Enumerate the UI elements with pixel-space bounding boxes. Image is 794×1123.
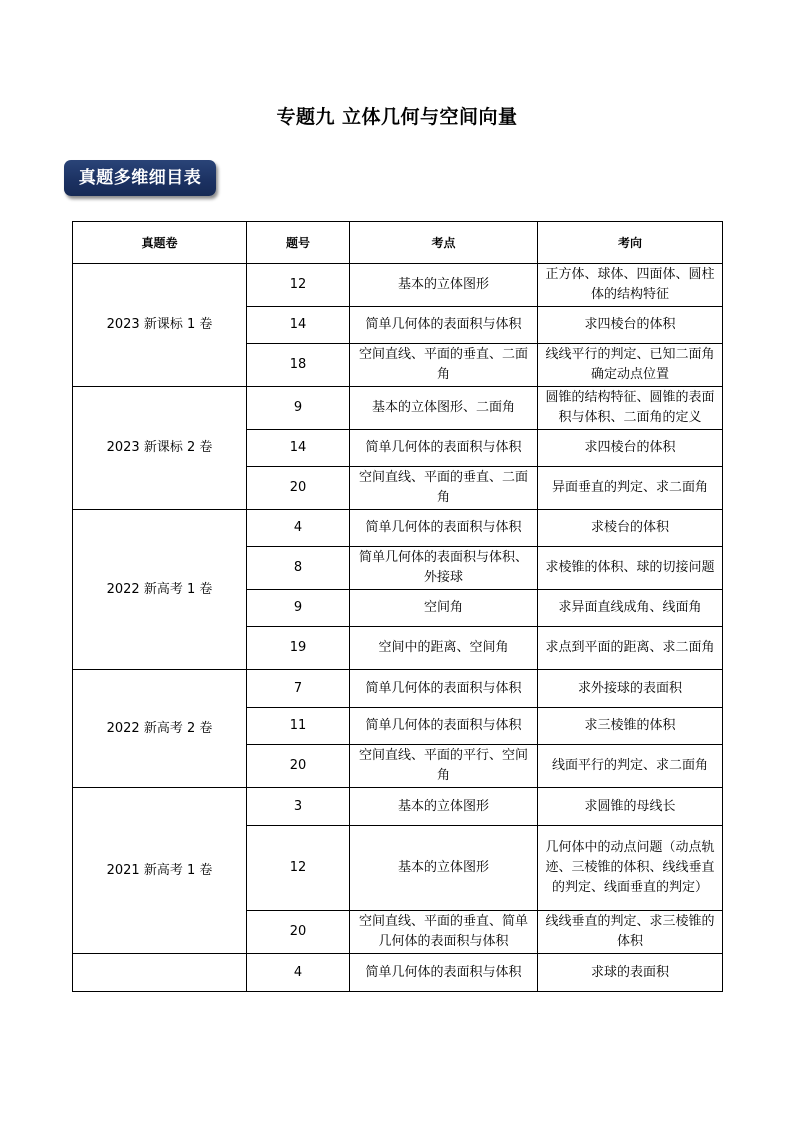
exam-direction: 求棱台的体积 xyxy=(538,510,723,547)
exam-point: 基本的立体图形 xyxy=(350,826,538,911)
question-number: 20 xyxy=(247,745,350,788)
question-number: 8 xyxy=(247,547,350,590)
header-point: 考点 xyxy=(350,222,538,264)
paper-cell: 2023 新课标 1 卷 xyxy=(73,264,247,387)
question-number: 7 xyxy=(247,670,350,708)
question-number: 12 xyxy=(247,826,350,911)
exam-point: 简单几何体的表面积与体积 xyxy=(350,954,538,992)
question-number: 4 xyxy=(247,954,350,992)
question-number: 14 xyxy=(247,307,350,344)
exam-point: 空间直线、平面的垂直、二面角 xyxy=(350,467,538,510)
question-number: 20 xyxy=(247,911,350,954)
exam-direction: 求四棱台的体积 xyxy=(538,307,723,344)
exam-point: 简单几何体的表面积与体积 xyxy=(350,307,538,344)
question-number: 19 xyxy=(247,627,350,670)
exam-direction: 求异面直线成角、线面角 xyxy=(538,590,723,627)
exam-direction: 求外接球的表面积 xyxy=(538,670,723,708)
exam-direction: 线线垂直的判定、求三棱锥的体积 xyxy=(538,911,723,954)
header-direction: 考向 xyxy=(538,222,723,264)
table-row xyxy=(73,788,723,826)
exam-point: 空间直线、平面的垂直、二面角 xyxy=(350,344,538,387)
exam-point: 基本的立体图形、二面角 xyxy=(350,387,538,430)
exam-breakdown-table xyxy=(72,221,723,992)
question-number: 18 xyxy=(247,344,350,387)
question-number: 20 xyxy=(247,467,350,510)
exam-point: 空间直线、平面的垂直、简单几何体的表面积与体积 xyxy=(350,911,538,954)
question-number: 4 xyxy=(247,510,350,547)
paper-cell: 2021 新高考 1 卷 xyxy=(73,788,247,954)
page-title: 专题九 立体几何与空间向量 xyxy=(276,106,518,128)
paper-cell: 2023 新课标 2 卷 xyxy=(73,387,247,510)
table-row xyxy=(73,387,723,430)
exam-point: 基本的立体图形 xyxy=(350,264,538,307)
question-number: 9 xyxy=(247,590,350,627)
exam-direction: 正方体、球体、四面体、圆柱体的结构特征 xyxy=(538,264,723,307)
exam-point: 简单几何体的表面积与体积、外接球 xyxy=(350,547,538,590)
question-number: 9 xyxy=(247,387,350,430)
exam-direction: 求球的表面积 xyxy=(538,954,723,992)
exam-point: 空间中的距离、空间角 xyxy=(350,627,538,670)
exam-point: 简单几何体的表面积与体积 xyxy=(350,708,538,745)
exam-direction: 几何体中的动点问题（动点轨迹、三棱锥的体积、线线垂直的判定、线面垂直的判定） xyxy=(538,826,723,911)
exam-direction: 异面垂直的判定、求二面角 xyxy=(538,467,723,510)
paper-cell xyxy=(73,954,247,992)
header-paper: 真题卷 xyxy=(73,222,247,264)
exam-direction: 圆锥的结构特征、圆锥的表面积与体积、二面角的定义 xyxy=(538,387,723,430)
table-row xyxy=(73,510,723,547)
exam-point: 基本的立体图形 xyxy=(350,788,538,826)
exam-point: 空间角 xyxy=(350,590,538,627)
question-number: 3 xyxy=(247,788,350,826)
exam-point: 简单几何体的表面积与体积 xyxy=(350,510,538,547)
exam-direction: 求圆锥的母线长 xyxy=(538,788,723,826)
exam-direction: 求棱锥的体积、球的切接问题 xyxy=(538,547,723,590)
paper-cell: 2022 新高考 2 卷 xyxy=(73,670,247,788)
table-row xyxy=(73,264,723,307)
table-header-row xyxy=(73,222,723,264)
exam-direction: 线面平行的判定、求二面角 xyxy=(538,745,723,788)
exam-direction: 线线平行的判定、已知二面角确定动点位置 xyxy=(538,344,723,387)
exam-point: 空间直线、平面的平行、空间角 xyxy=(350,745,538,788)
exam-point: 简单几何体的表面积与体积 xyxy=(350,430,538,467)
section-banner: 真题多维细目表 xyxy=(64,160,216,196)
table-row xyxy=(73,954,723,992)
header-number: 题号 xyxy=(247,222,350,264)
exam-direction: 求三棱锥的体积 xyxy=(538,708,723,745)
exam-direction: 求四棱台的体积 xyxy=(538,430,723,467)
question-number: 12 xyxy=(247,264,350,307)
question-number: 14 xyxy=(247,430,350,467)
question-number: 11 xyxy=(247,708,350,745)
paper-cell: 2022 新高考 1 卷 xyxy=(73,510,247,670)
exam-direction: 求点到平面的距离、求二面角 xyxy=(538,627,723,670)
exam-point: 简单几何体的表面积与体积 xyxy=(350,670,538,708)
table-row xyxy=(73,670,723,708)
